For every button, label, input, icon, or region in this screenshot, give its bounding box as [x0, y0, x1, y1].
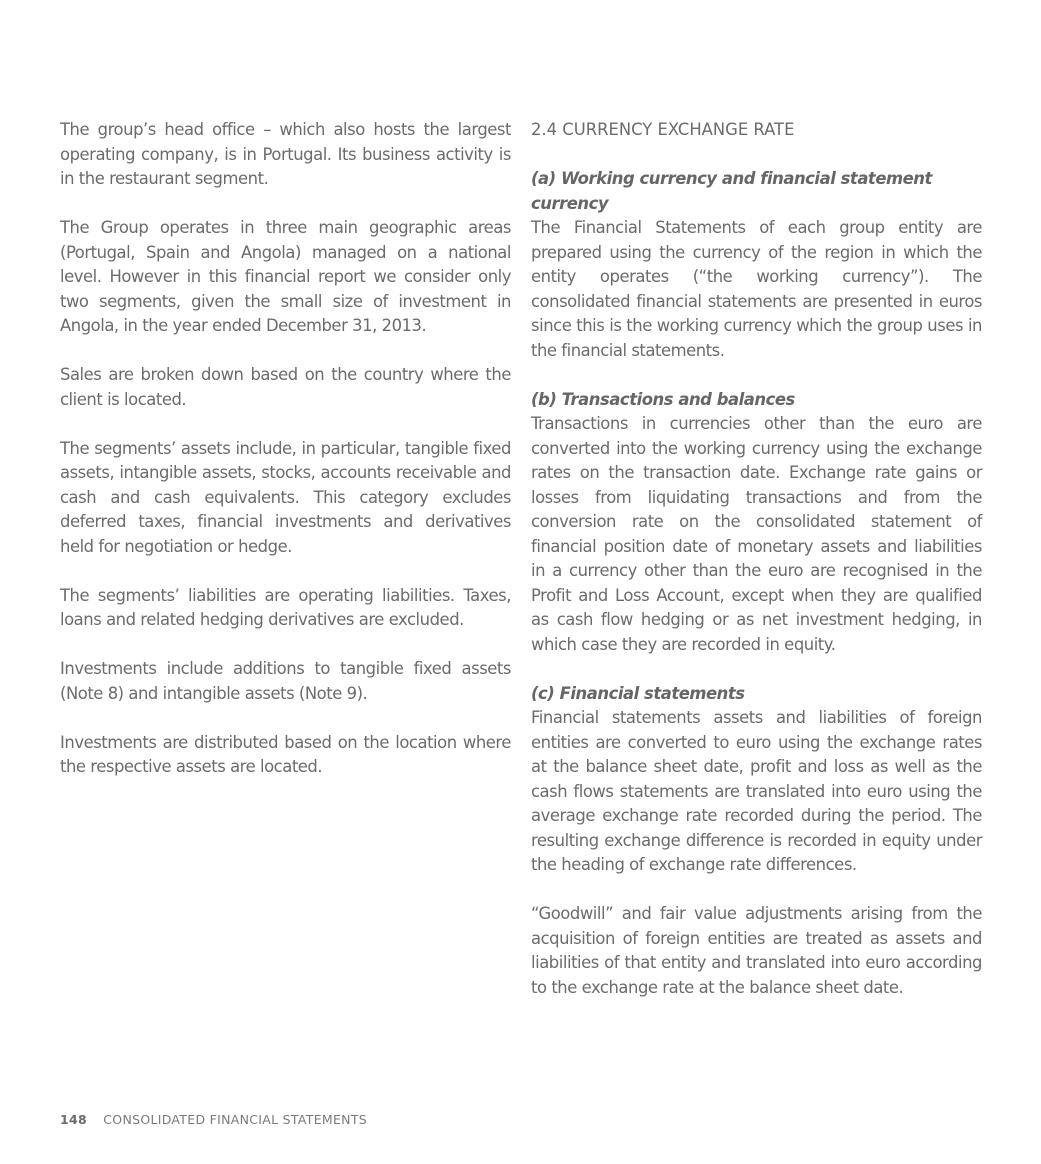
- body-paragraph: The segments’ liabilities are operating liabilities. Taxes, loans and related hedging derivatives are excluded.: [60, 585, 511, 629]
- body-paragraph: Sales are broken down based on the country where the client is located.: [60, 365, 511, 409]
- subsection-working-currency: [531, 167, 982, 363]
- subsection-heading: (a) Working currency and financial statement currency: [531, 169, 932, 213]
- footer-section-name: CONSOLIDATED FINANCIAL STATEMENTS: [103, 1112, 367, 1127]
- subsection-text: Financial statements assets and liabilities of foreign entities are converted to euro using the exchange rates at the balance sheet date, profit and loss as well as the cash flows statements are translated into euro using the average exchange rate recorded during the period. The resulting exchange difference is recorded in equity under the heading of exchange rate differences.: [531, 708, 982, 874]
- left-column: [60, 118, 511, 804]
- section-title: 2.4 CURRENCY EXCHANGE RATE: [531, 120, 795, 139]
- body-paragraph: The group’s head office – which also hosts the largest operating company, is in Portugal. Its business activity is in the restaurant segment.: [60, 120, 511, 188]
- closing-paragraph: “Goodwill” and fair value adjustments arising from the acquisition of foreign entities are treated as assets and liabilities of that entity and translated into euro according to the exchange rate at the balance sheet date.: [531, 904, 982, 997]
- body-paragraph: The Group operates in three main geographic areas (Portugal, Spain and Angola) managed on a national level. However in this financial report we consider only two segments, given the small size of investment in Angola, in the year ended December 31, 2013.: [60, 218, 511, 335]
- subsection-heading: (c) Financial statements: [531, 683, 745, 703]
- body-paragraph: Investments include additions to tangible fixed assets (Note 8) and intangible assets (Note 9).: [60, 659, 511, 703]
- right-column: [531, 118, 982, 1025]
- page-footer: [60, 1112, 367, 1127]
- subsection-transactions-balances: [531, 388, 982, 658]
- subsection-text: The Financial Statements of each group entity are prepared using the currency of the region in which the entity operates (“the working currency”). The consolidated financial statements are presented in euros since this is the working currency which the group uses in the financial statements.: [531, 218, 982, 360]
- body-paragraph: The segments’ assets include, in particular, tangible fixed assets, intangible assets, stocks, accounts receivable and cash and cash equivalents. This category excludes deferred taxes, financial investments and derivatives held for negotiation or hedge.: [60, 438, 511, 556]
- subsection-heading: (b) Transactions and balances: [531, 389, 795, 409]
- body-paragraph: Investments are distributed based on the location where the respective assets are located.: [60, 732, 511, 776]
- subsection-text: Transactions in currencies other than the euro are converted into the working currency using the exchange rates on the transaction date. Exchange rate gains or losses from liquidating transactions and from the conversion rate on the consolidated statement of financial position date of monetary assets and liabilities in a currency other than the euro are recognised in the Profit and Loss Account, except when they are qualified as cash flow hedging or as net investment hedging, in which case they are recorded in equity.: [531, 414, 982, 654]
- subsection-financial-statements: [531, 682, 982, 878]
- page-number: 148: [60, 1112, 87, 1127]
